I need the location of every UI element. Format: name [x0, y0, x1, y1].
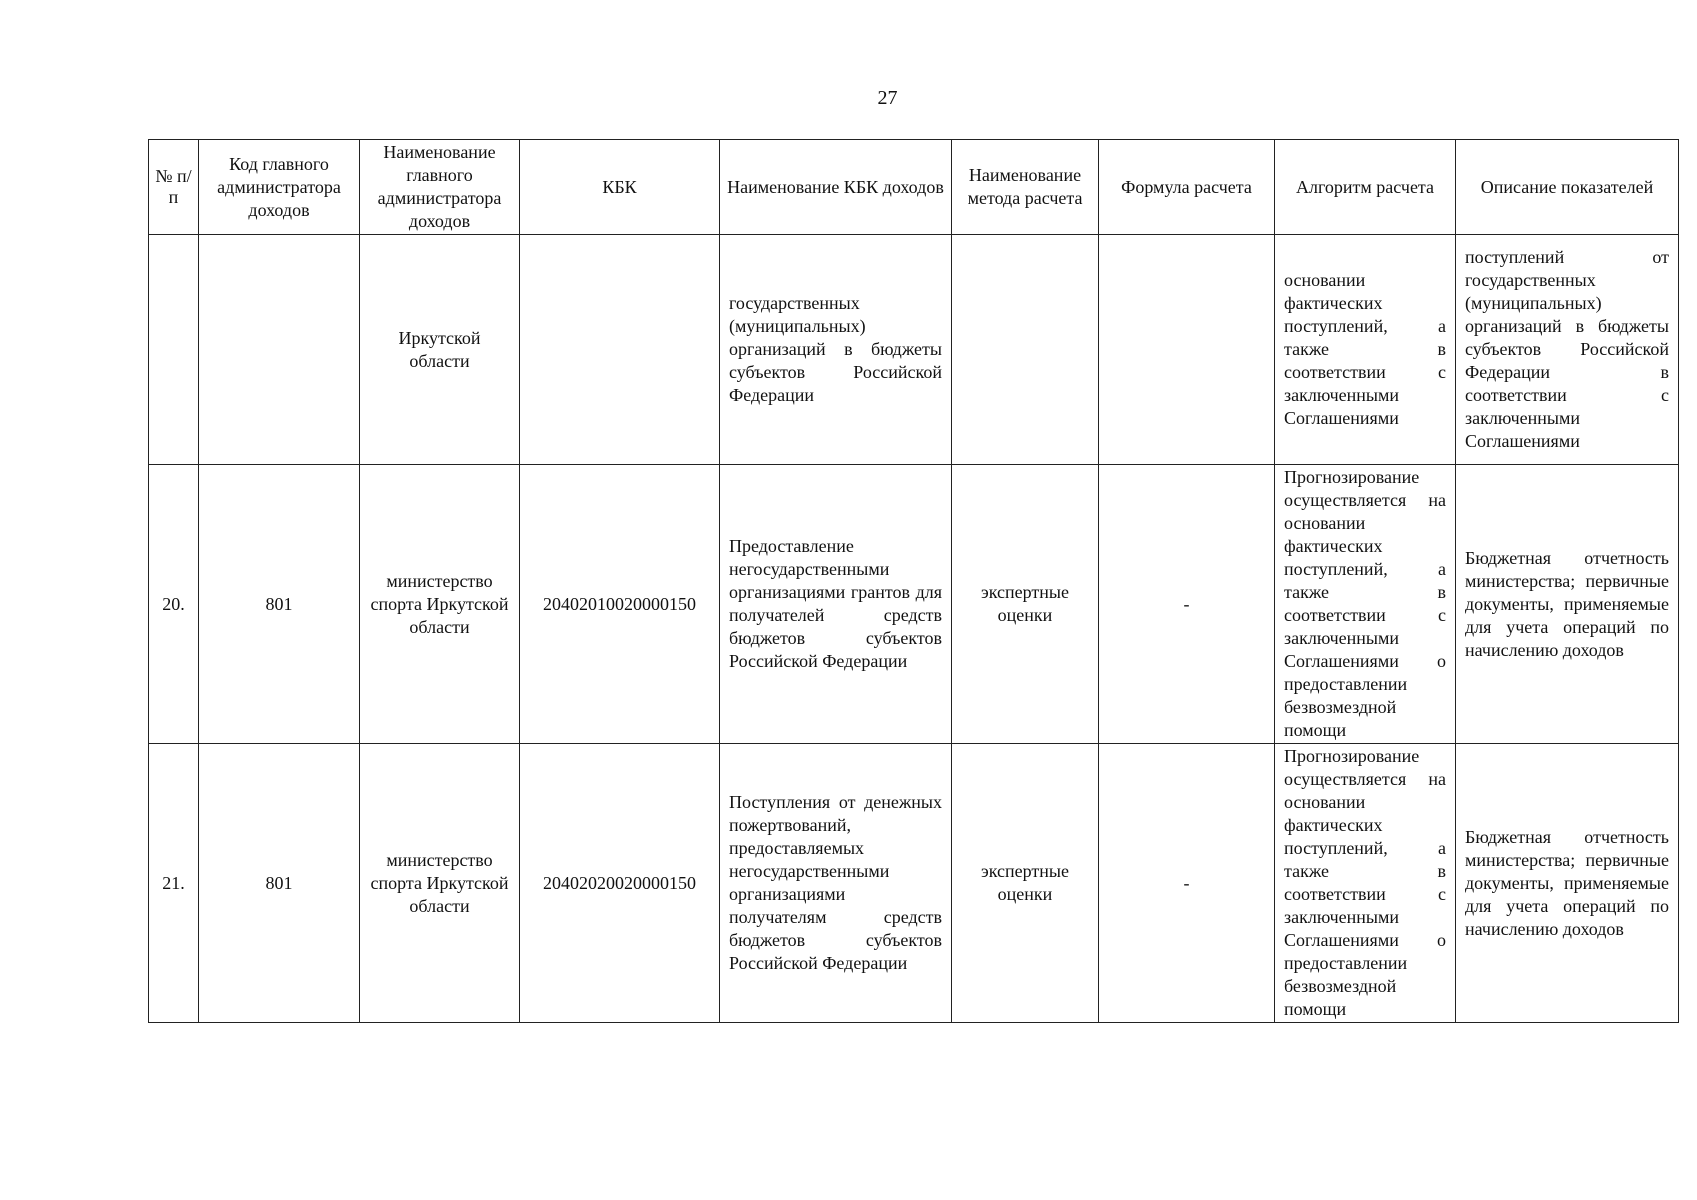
cell-formula: -	[1099, 465, 1275, 744]
cell-method	[952, 235, 1099, 465]
table-header-row	[149, 140, 1679, 235]
header-method: Наименование метода расчета	[952, 140, 1099, 235]
cell-kbk-name: Предоставление негосударственными организациями грантов для получателей средств бюджетов субъектов Российской Федерации	[720, 465, 952, 744]
header-number: № п/п	[149, 140, 199, 235]
cell-description: Бюджетная отчетность министерства; первичные документы, применяемые для учета операций по начислению доходов	[1456, 465, 1679, 744]
cell-number: 20.	[149, 465, 199, 744]
cell-admin-code: 801	[199, 744, 360, 1023]
table-row	[149, 235, 1679, 465]
cell-kbk	[520, 235, 720, 465]
cell-number	[149, 235, 199, 465]
cell-admin-code	[199, 235, 360, 465]
cell-algorithm: Прогнозирование осуществляется на основании фактических поступлений, а также в соответствии с заключенными Соглашениями о предоставлении безвозмездной помощи	[1275, 744, 1456, 1023]
cell-kbk: 20402010020000150	[520, 465, 720, 744]
header-admin-name: Наименование главного администратора доходов	[360, 140, 520, 235]
cell-algorithm: основании фактических поступлений, а также в соответствии с заключенными Соглашениями	[1275, 235, 1456, 465]
cell-formula	[1099, 235, 1275, 465]
header-kbk: КБК	[520, 140, 720, 235]
cell-method: экспертные оценки	[952, 744, 1099, 1023]
cell-description: Бюджетная отчетность министерства; первичные документы, применяемые для учета операций по начислению доходов	[1456, 744, 1679, 1023]
header-algorithm: Алгоритм расчета	[1275, 140, 1456, 235]
page-number: 27	[877, 87, 898, 109]
cell-method: экспертные оценки	[952, 465, 1099, 744]
header-formula: Формула расчета	[1099, 140, 1275, 235]
cell-kbk-name: государственных (муниципальных) организаций в бюджеты субъектов Российской Федерации	[720, 235, 952, 465]
cell-kbk-name: Поступления от денежных пожертвований, предоставляемых негосударственными организациями получателям средств бюджетов субъектов Российской Федерации	[720, 744, 952, 1023]
cell-number: 21.	[149, 744, 199, 1023]
cell-algorithm: Прогнозирование осуществляется на основании фактических поступлений, а также в соответствии с заключенными Соглашениями о предоставлении безвозмездной помощи	[1275, 465, 1456, 744]
header-admin-code: Код главного администратора доходов	[199, 140, 360, 235]
cell-admin-name: министерство спорта Иркутской области	[360, 465, 520, 744]
header-description: Описание показателей	[1456, 140, 1679, 235]
header-kbk-name: Наименование КБК доходов	[720, 140, 952, 235]
revenue-forecast-table	[148, 139, 1679, 1023]
cell-admin-name: министерство спорта Иркутской области	[360, 744, 520, 1023]
cell-kbk: 20402020020000150	[520, 744, 720, 1023]
cell-admin-code: 801	[199, 465, 360, 744]
cell-description: поступлений от государственных (муниципальных) организаций в бюджеты субъектов Российской Федерации в соответствии с заключенными Соглашениями	[1456, 235, 1679, 465]
cell-admin-name: Иркутской области	[360, 235, 520, 465]
table-row	[149, 744, 1679, 1023]
table-row	[149, 465, 1679, 744]
cell-formula: -	[1099, 744, 1275, 1023]
